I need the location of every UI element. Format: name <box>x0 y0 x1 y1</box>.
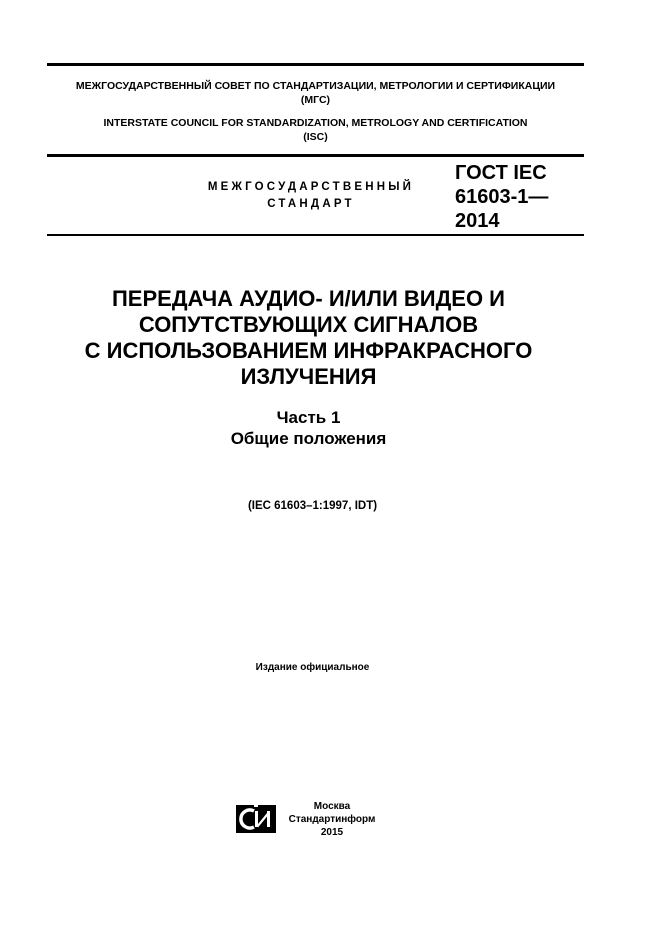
standard-code-line2: 61603-1— <box>455 186 549 208</box>
part-number: Часть 1 <box>276 408 341 427</box>
standard-top-rule <box>47 154 584 157</box>
council-ru-abbr: (МГС) <box>300 94 331 106</box>
standard-type-label <box>180 179 442 213</box>
iec-reference: (IEC 61603–1:1997, IDT) <box>247 500 378 512</box>
standard-type-line1: МЕЖГОСУДАРСТВЕННЫЙ <box>207 181 415 193</box>
title-line-2: СОПУТСТВУЮЩИХ СИГНАЛОВ <box>138 312 479 337</box>
publisher-city: Москва <box>313 801 351 812</box>
publication-year: 2015 <box>320 827 344 838</box>
title-line-3: С ИСПОЛЬЗОВАНИЕМ ИНФРАКРАСНОГО <box>84 338 533 363</box>
council-ru <box>47 79 584 107</box>
standard-bottom-rule <box>47 234 584 236</box>
standard-code-line3: 2014 <box>455 210 500 232</box>
title-line-1: ПЕРЕДАЧА АУДИО- И/ИЛИ ВИДЕО И <box>111 286 505 311</box>
standard-code <box>455 161 548 233</box>
council-en-abbr: (ISC) <box>303 131 328 143</box>
edition-note: Издание официальное <box>255 662 370 673</box>
standard-type-line2: СТАНДАРТ <box>267 198 355 210</box>
document-title <box>40 286 577 390</box>
standard-code-line1: ГОСТ IEC <box>455 162 547 184</box>
publisher-info <box>282 800 382 839</box>
top-rule <box>47 63 584 66</box>
standartinform-logo-icon <box>234 802 278 836</box>
publisher-logo <box>234 802 278 836</box>
council-en <box>47 116 584 144</box>
part-heading <box>40 407 577 449</box>
title-line-4: ИЗЛУЧЕНИЯ <box>240 364 377 389</box>
council-ru-name: МЕЖГОСУДАРСТВЕННЫЙ СОВЕТ ПО СТАНДАРТИЗАЦИИ, МЕТРОЛОГИИ И СЕРТИФИКАЦИИ <box>75 80 556 92</box>
publisher-name: Стандартинформ <box>288 814 376 825</box>
council-en-name: INTERSTATE COUNCIL FOR STANDARDIZATION, METROLOGY AND CERTIFICATION <box>103 117 528 129</box>
part-name: Общие положения <box>230 429 387 448</box>
